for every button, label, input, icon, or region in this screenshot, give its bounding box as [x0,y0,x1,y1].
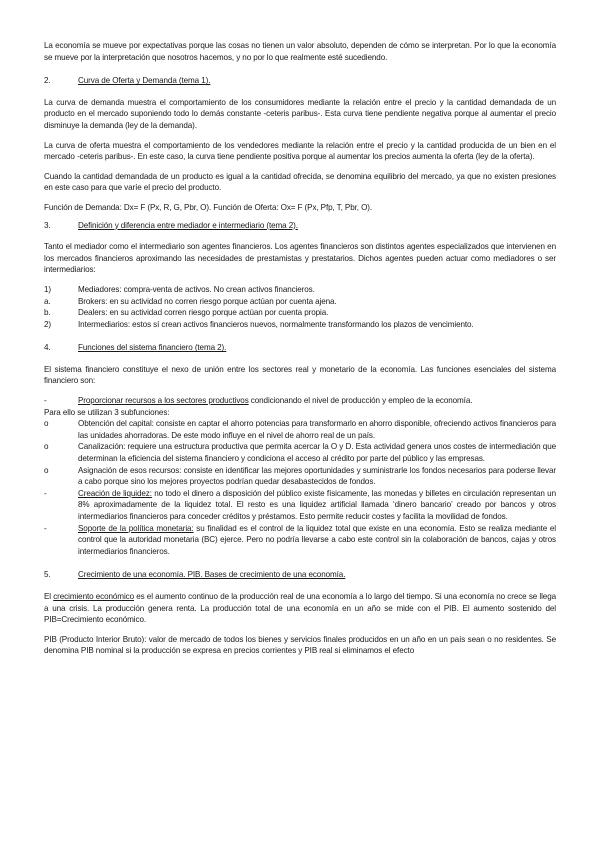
list-item [44,284,556,296]
list-marker: - [44,488,47,498]
section-number: 4. [44,343,51,353]
list-text: Asignación de esos recursos: consiste en identificar las mejores oportunidades y suministrarle los fondos necesarios para poderse llevar a cabo porque sino los mejores proyectos podrían quedar desabastecidos de fondos. [78,465,556,487]
function-title: Soporte de la política monetaria: [78,523,194,533]
list-marker: b. [44,308,51,318]
agents-paragraph: Tanto el mediador como el intermediario son agentes financieros. Los agentes financieros son distintos agentes especializados que intervienen en los mercados financieros aproximando las necesidades de prestamistas y prestatarios. Dichos agentes pueden actuar como mediadores o ser intermediarios: [44,242,556,275]
function-item [44,395,556,407]
list-item [44,319,556,331]
list-marker: - [44,523,47,533]
subfunctions-intro: Para ello se utilizan 3 subfunciones: [44,407,170,417]
supply-curve-paragraph: La curva de oferta muestra el comportamiento de los vendedores mediante la relación entre el precio y la cantidad producida de un bien en el mercado -ceteris paribus-. En este caso, la curva tiene pendiente positiva porque al aumentar los precios aumenta la oferta (ley de la oferta). [44,140,556,162]
list-text: Dealers: en su actividad corren riesgo porque actúan por cuenta propia. [78,308,329,318]
financial-system-paragraph: El sistema financiero constituye el nexo de unión entre los sectores real y monetario de la economía. Las funciones esenciales del sistema financiero son: [44,364,556,386]
subfunction-item [44,441,556,464]
section-5-heading [44,569,556,581]
function-text: su finalidad es el control de la liquidez total que existe en una economía. Esto se realiza mediante el control que la autoridad monetaria (BC) ejerce. Pero no podría llevarse a cabo este control sin la colaboración de bancos, cajas y otros intermediarios financieros. [78,523,557,556]
equilibrium-paragraph: Cuando la cantidad demandada de un producto es igual a la cantidad ofrecida, se denomina equilibrio del mercado, ya que no existen presiones en este caso para que varíe el precio del producto. [44,171,556,193]
growth-paragraph: El crecimiento económico es el aumento continuo de la producción real de una economía a lo largo del tiempo. Si una economía no crece se llega a una crisis. La producción genera renta. La producción total de una economía en un año se mide con el PIB. El aumento sostenido del PIB=Crecimiento económico. [44,591,556,625]
function-title: Proporcionar recursos a los sectores productivos [78,396,249,406]
section-title: Crecimiento de una economía. PIB. Bases de crecimiento de una economía. [78,570,346,580]
list-text: Brokers: en su actividad no corren riesgo porque actúan por cuenta ajena. [78,296,337,306]
section-4-heading [44,342,556,354]
list-marker: a. [44,296,51,306]
list-marker: o [44,419,49,429]
section-title: Definición y diferencia entre mediador e intermediario (tema 2). [78,220,298,230]
function-item [44,523,556,558]
list-item [44,296,556,308]
list-marker: - [44,396,47,406]
list-text: Canalización: requiere una estructura productiva que permita acercar la O y D. Esta actividad genera unos costes de intermediación que determinan la eficiencia del sistema financiero y condiciona el acceso al crédito por parte del público y las empresas. [78,442,556,464]
intro-paragraph: La economía se mueve por expectativas porque las cosas no tienen un valor absoluto, dependen de cómo se interpretan. Por lo que la economía se mueve por la interpretación que nosotros hacemos, y no por lo que realmente esté sucediendo. [44,41,556,62]
function-item [44,488,556,523]
section-title: Curva de Oferta y Demanda (tema 1). [78,76,211,86]
list-item [44,307,556,319]
list-marker: o [44,465,49,475]
list-text: Obtención del capital: consiste en captar el ahorro potencias para transformarlo en ahorro disponible, ofreciendo activos financieros para las unidades ahorradoras. De este modo influye en el nivel de ahorro real de un país. [78,419,556,440]
subfunction-item [44,465,556,488]
function-text: condicionando el nivel de producción y empleo de la economía. [248,396,473,406]
section-number: 3. [44,220,51,230]
section-title: Funciones del sistema financiero (tema 2). [78,343,227,353]
list-marker: 1) [44,284,51,294]
subfunction-item [44,418,556,441]
function-text: no todo el dinero a disposición del público existe físicamente, las monedas y billetes en circulación representan un 8% aproximadamente de la liquidez total. El resto es una liquidez artificial llamada ‘dinero bancario’ creado por bancos y otros intermediarios financieros para conceder créditos y préstamos. Esto permite reducir costes y facilita la movilidad de fondos. [78,488,556,521]
section-2-heading [44,75,556,87]
list-text: Intermediarios: estos sí crean activos financieros nuevos, normalmente transformando los plazos de vencimiento. [78,319,474,329]
list-text: Mediadores: compra-venta de activos. No crean activos financieros. [78,284,315,294]
demand-curve-paragraph: La curva de demanda muestra el comportamiento de los consumidores mediante la relación entre el precio y la cantidad demandada de un producto en el mercado suponiendo todo lo demás constante -ceteris paribus-. Esta curva tiene pendiente negativa porque al aumentar el precio disminuye la demanda (ley de la demanda). [44,97,556,130]
list-marker: 2) [44,319,51,329]
list-marker: o [44,442,49,452]
pib-paragraph: PIB (Producto Interior Bruto): valor de mercado de todos los bienes y servicios finales producidos en un año en un país sean o no residentes. Se denomina PIB nominal si la producción se expresa en precios corrientes y PIB real si eliminamos el efecto [44,634,556,656]
document-page [44,40,556,665]
function-title: Creación de liquidez: [78,488,152,498]
section-number: 2. [44,76,51,86]
agents-list [44,284,556,330]
section-3-heading [44,220,556,232]
functions-paragraph: Función de Demanda: Dx= F (Px, R, G, Pbr, O). Función de Oferta: Ox= F (Px, Pfp, T, Pbr, O). [44,202,373,212]
growth-term: crecimiento económico [53,591,134,601]
section-number: 5. [44,570,51,580]
